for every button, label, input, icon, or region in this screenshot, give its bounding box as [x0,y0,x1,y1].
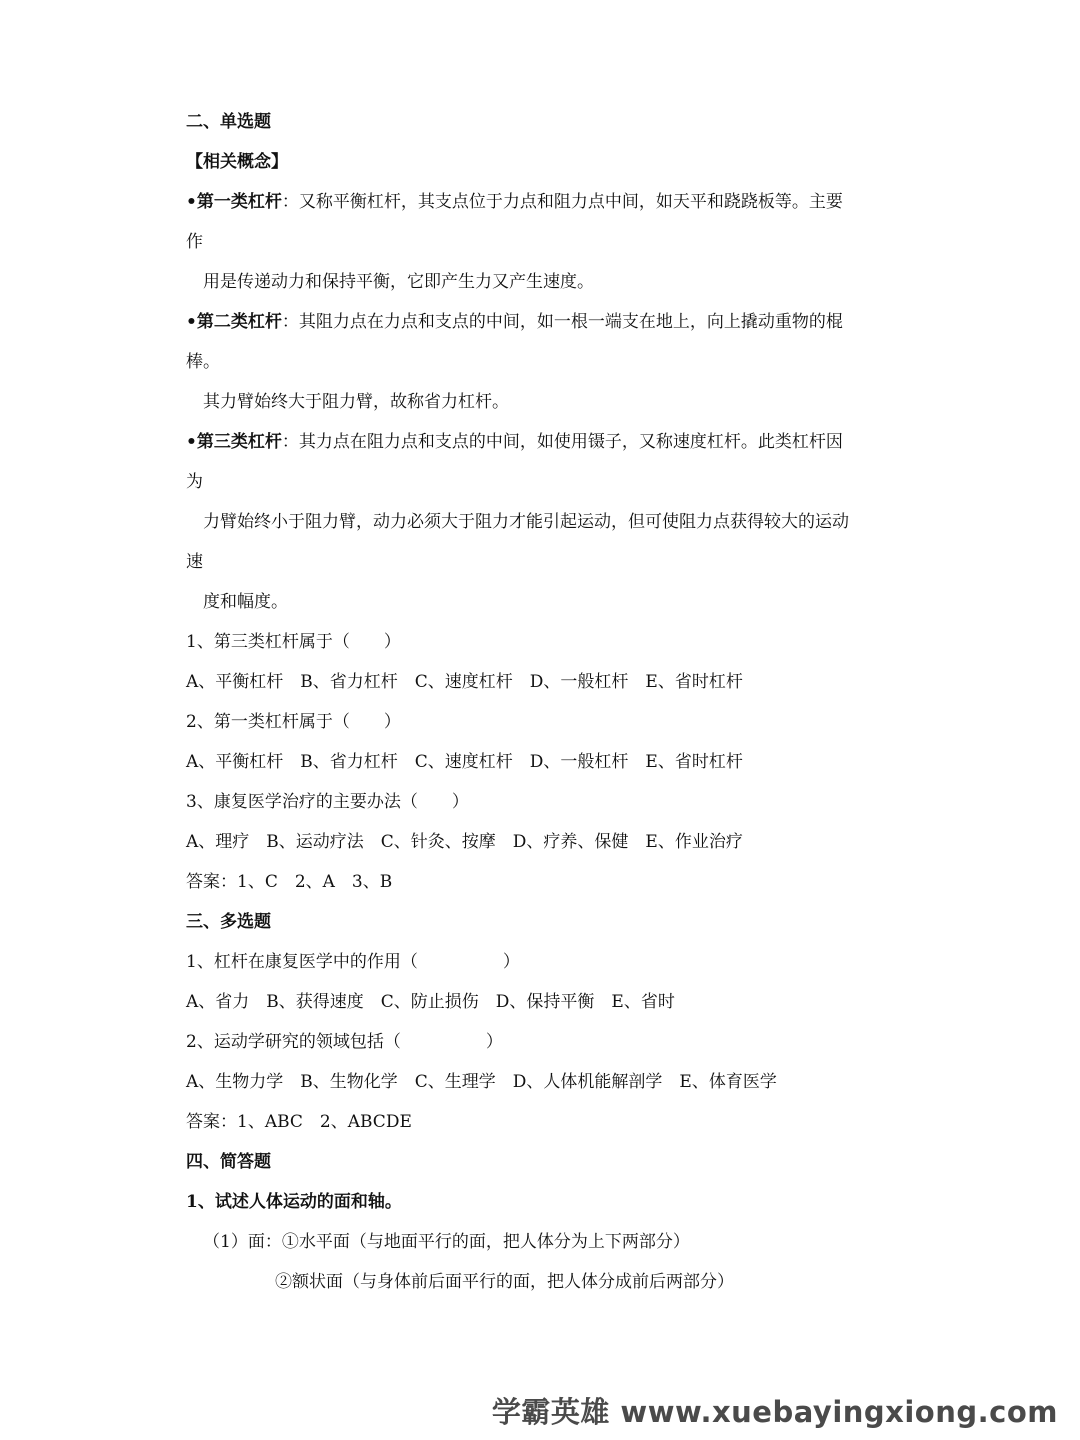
bullet: • [186,432,197,452]
question-options: A、平衡杠杆 B、省力杠杆 C、速度杠杆 D、一般杠杆 E、省时杠杆 [186,672,743,692]
concepts-heading: 【相关概念】 [186,152,288,172]
lever1-wrap: 作 [186,232,203,252]
question-text: 2、第一类杠杆属于（ ） [186,712,401,732]
lever2-wrap: 棒。 [186,352,220,372]
lever3-wrap: 为 [186,472,203,492]
question-options: A、理疗 B、运动疗法 C、针灸、按摩 D、疗养、保健 E、作业治疗 [186,832,743,852]
lever1-paragraph [186,190,843,214]
lever2-continuation: 其力臂始终大于阻力臂，故称省力杠杆。 [203,392,509,412]
section-heading-single-choice: 二、单选题 [186,112,271,132]
bullet: • [186,192,197,212]
short-answer-question: 1、试述人体运动的面和轴。 [186,1192,402,1212]
lever2-term: 第二类杠杆 [196,312,282,332]
lever3-term: 第三类杠杆 [196,432,282,452]
lever3-continuation: 力臂始终小于阻力臂，动力必须大于阻力才能引起运动，但可使阻力点获得较大的运动 [203,512,849,532]
lever1-term: 第一类杠杆 [196,192,282,212]
question-text: 3、康复医学治疗的主要办法（ ） [186,792,469,812]
section-heading-multiple-choice: 三、多选题 [186,912,271,932]
lever3-continuation-2: 度和幅度。 [203,592,288,612]
question-options: A、省力 B、获得速度 C、防止损伤 D、保持平衡 E、省时 [186,992,675,1012]
section-heading-short-answer: 四、简答题 [186,1152,271,1172]
question-options: A、平衡杠杆 B、省力杠杆 C、速度杠杆 D、一般杠杆 E、省时杠杆 [186,752,743,772]
lever1-text: ：又称平衡杠杆，其支点位于力点和阻力点中间，如天平和跷跷板等。主要 [281,192,843,212]
plane-frontal: ②额状面（与身体前后面平行的面，把人体分成前后两部分） [275,1272,734,1292]
site-watermark: 学霸英雄 www.xuebayingxiong.com [491,1395,1058,1429]
question-text: 1、杠杆在康复医学中的作用（ ） [186,952,520,972]
question-text: 1、第三类杠杆属于（ ） [186,632,401,652]
bullet: • [186,312,197,332]
lever2-text: ：其阻力点在力点和支点的中间，如一根一端支在地上，向上撬动重物的棍 [281,312,843,332]
answer-key: 答案：1、C 2、A 3、B [186,872,393,892]
answer-key: 答案：1、ABC 2、ABCDE [186,1112,412,1132]
lever3-wrap-2: 速 [186,552,203,572]
lever1-continuation: 用是传递动力和保持平衡，它即产生力又产生速度。 [203,272,594,292]
question-text: 2、运动学研究的领域包括（ ） [186,1032,503,1052]
question-options: A、生物力学 B、生物化学 C、生理学 D、人体机能解剖学 E、体育医学 [186,1072,777,1092]
lever3-paragraph [186,430,843,454]
plane-horizontal: （1）面：①水平面（与地面平行的面，把人体分为上下两部分） [203,1232,690,1252]
lever2-paragraph [186,310,843,334]
lever3-text: ：其力点在阻力点和支点的中间，如使用镊子，又称速度杠杆。此类杠杆因 [281,432,843,452]
